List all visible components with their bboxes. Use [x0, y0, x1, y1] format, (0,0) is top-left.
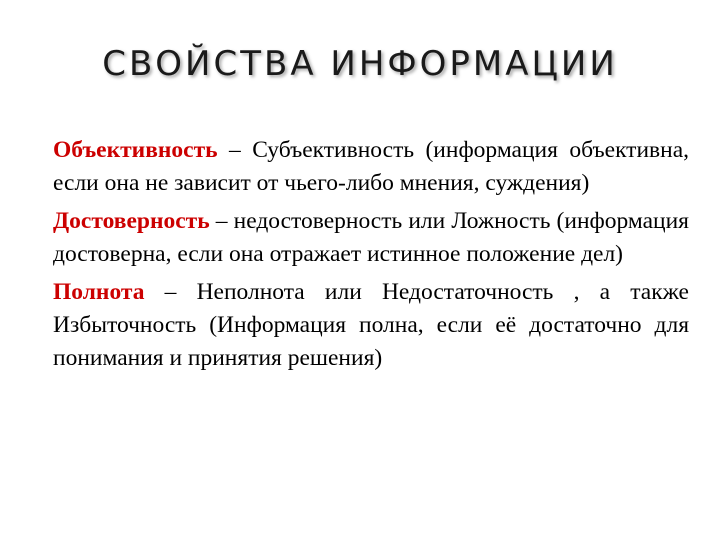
slide-title: СВОЙСТВА ИНФОРМАЦИИ: [102, 44, 618, 84]
property-term: Достоверность: [53, 208, 210, 234]
property-term: Полнота: [53, 279, 145, 305]
property-description: – недостоверность или Ложность (информация достоверна, если она отражает истинное положение дел): [53, 208, 689, 267]
property-description: – Субъективность (информация объективна, если она не зависит от чьего-либо мнения, суждения): [53, 137, 689, 196]
slide-body: [53, 134, 689, 380]
property-paragraph-completeness: [53, 276, 689, 375]
property-paragraph-objectivity: [53, 134, 689, 200]
property-term: Объективность: [53, 137, 218, 163]
property-paragraph-reliability: [53, 205, 689, 271]
property-description: – Неполнота или Недостаточность , а также Избыточность (Информация полна, если её достаточно для понимания и принятия решения): [53, 279, 689, 371]
